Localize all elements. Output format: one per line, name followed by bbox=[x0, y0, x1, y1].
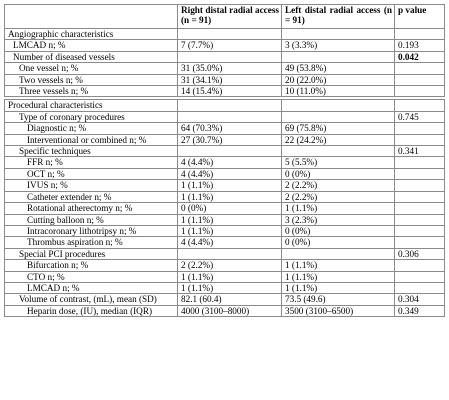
right-value: 82.1 (60.4) bbox=[178, 294, 282, 305]
p-value: 0.304 bbox=[395, 294, 445, 305]
row-label: Special PCI procedures bbox=[5, 248, 178, 259]
row-label: IVUS n; % bbox=[5, 180, 178, 191]
table-row bbox=[5, 294, 445, 305]
table-row bbox=[5, 111, 445, 122]
left-value: 2 (2.2%) bbox=[282, 180, 395, 191]
row-label: Interventional or combined n; % bbox=[5, 134, 178, 145]
header-left-access: Left distal radial access (n = 91) bbox=[282, 5, 395, 29]
left-value: 2 (2.2%) bbox=[282, 191, 395, 202]
p-value: 0.193 bbox=[395, 40, 445, 51]
header-p-value: p value bbox=[395, 5, 445, 29]
table-row bbox=[5, 214, 445, 225]
table-row bbox=[5, 74, 445, 85]
row-label: CTO n; % bbox=[5, 271, 178, 282]
right-value: 31 (34.1%) bbox=[178, 74, 282, 85]
row-label: LMCAD n; % bbox=[5, 282, 178, 293]
table-row bbox=[5, 305, 445, 316]
right-value: 1 (1.1%) bbox=[178, 271, 282, 282]
table-row bbox=[5, 282, 445, 293]
header-row bbox=[5, 5, 445, 29]
left-value: 3 (3.3%) bbox=[282, 40, 395, 51]
table-row bbox=[5, 51, 445, 62]
left-value: 3500 (3100–6500) bbox=[282, 305, 395, 316]
section-title-procedural: Procedural characteristics bbox=[5, 100, 178, 111]
left-value: 5 (5.5%) bbox=[282, 157, 395, 168]
row-label: LMCAD n; % bbox=[5, 40, 178, 51]
row-label: Bifurcation n; % bbox=[5, 260, 178, 271]
row-label: Two vessels n; % bbox=[5, 74, 178, 85]
p-value: 0.306 bbox=[395, 248, 445, 259]
section-title-angiographic: Angiographic characteristics bbox=[5, 29, 178, 40]
left-value: 22 (24.2%) bbox=[282, 134, 395, 145]
right-value: 1 (1.1%) bbox=[178, 225, 282, 236]
table-row bbox=[5, 225, 445, 236]
table-row bbox=[5, 146, 445, 157]
left-value: 0 (0%) bbox=[282, 168, 395, 179]
row-label: Intracoronary lithotripsy n; % bbox=[5, 225, 178, 236]
row-label: One vessel n; % bbox=[5, 63, 178, 74]
table-row bbox=[5, 260, 445, 271]
header-right-access: Right distal radial access (n = 91) bbox=[178, 5, 282, 29]
table-row bbox=[5, 271, 445, 282]
row-label: Type of coronary procedures bbox=[5, 111, 178, 122]
p-value: 0.341 bbox=[395, 146, 445, 157]
table-row bbox=[5, 157, 445, 168]
table-row bbox=[5, 40, 445, 51]
row-label: Thrombus aspiration n; % bbox=[5, 237, 178, 248]
right-value: 1 (1.1%) bbox=[178, 214, 282, 225]
table-row bbox=[5, 203, 445, 214]
row-label: Cutting balloon n; % bbox=[5, 214, 178, 225]
header-cell-label bbox=[5, 5, 178, 29]
right-value: 7 (7.7%) bbox=[178, 40, 282, 51]
right-value: 1 (1.1%) bbox=[178, 180, 282, 191]
table-row bbox=[5, 248, 445, 259]
table-row bbox=[5, 180, 445, 191]
table-row bbox=[5, 123, 445, 134]
p-value: 0.042 bbox=[395, 51, 445, 62]
table-container bbox=[4, 4, 445, 317]
row-label: Volume of contrast, (mL), mean (SD) bbox=[5, 294, 178, 305]
right-value: 64 (70.3%) bbox=[178, 123, 282, 134]
row-label: Diagnostic n; % bbox=[5, 123, 178, 134]
section-row bbox=[5, 29, 445, 40]
left-value: 49 (53.8%) bbox=[282, 63, 395, 74]
right-value: 0 (0%) bbox=[178, 203, 282, 214]
table-row bbox=[5, 86, 445, 97]
table-row bbox=[5, 134, 445, 145]
right-value: 27 (30.7%) bbox=[178, 134, 282, 145]
right-value: 4 (4.4%) bbox=[178, 157, 282, 168]
row-label: Three vessels n; % bbox=[5, 86, 178, 97]
left-value: 1 (1.1%) bbox=[282, 260, 395, 271]
right-value: 2 (2.2%) bbox=[178, 260, 282, 271]
left-value: 1 (1.1%) bbox=[282, 282, 395, 293]
right-value: 1 (1.1%) bbox=[178, 282, 282, 293]
p-value: 0.349 bbox=[395, 305, 445, 316]
row-label: FFR n; % bbox=[5, 157, 178, 168]
table-row bbox=[5, 191, 445, 202]
right-value: 4 (4.4%) bbox=[178, 237, 282, 248]
right-value: 14 (15.4%) bbox=[178, 86, 282, 97]
row-label: Specific techniques bbox=[5, 146, 178, 157]
left-value: 20 (22.0%) bbox=[282, 74, 395, 85]
table-row bbox=[5, 63, 445, 74]
left-value: 3 (2.3%) bbox=[282, 214, 395, 225]
left-value: 69 (75.8%) bbox=[282, 123, 395, 134]
right-value: 4000 (3100–8000) bbox=[178, 305, 282, 316]
row-label: Catheter extender n; % bbox=[5, 191, 178, 202]
row-label: Heparin dose, (IU), median (IQR) bbox=[5, 305, 178, 316]
row-label: OCT n; % bbox=[5, 168, 178, 179]
right-value: 1 (1.1%) bbox=[178, 191, 282, 202]
row-label: Rotational atherectomy n; % bbox=[5, 203, 178, 214]
right-value: 4 (4.4%) bbox=[178, 168, 282, 179]
left-value: 1 (1.1%) bbox=[282, 271, 395, 282]
section-row bbox=[5, 100, 445, 111]
left-value: 0 (0%) bbox=[282, 237, 395, 248]
table-row bbox=[5, 168, 445, 179]
left-value: 10 (11.0%) bbox=[282, 86, 395, 97]
left-value: 1 (1.1%) bbox=[282, 203, 395, 214]
table-row bbox=[5, 237, 445, 248]
right-value: 31 (35.0%) bbox=[178, 63, 282, 74]
row-label: Number of diseased vessels bbox=[5, 51, 178, 62]
results-table bbox=[4, 4, 445, 317]
left-value: 73.5 (49.6) bbox=[282, 294, 395, 305]
p-value: 0.745 bbox=[395, 111, 445, 122]
left-value: 0 (0%) bbox=[282, 225, 395, 236]
